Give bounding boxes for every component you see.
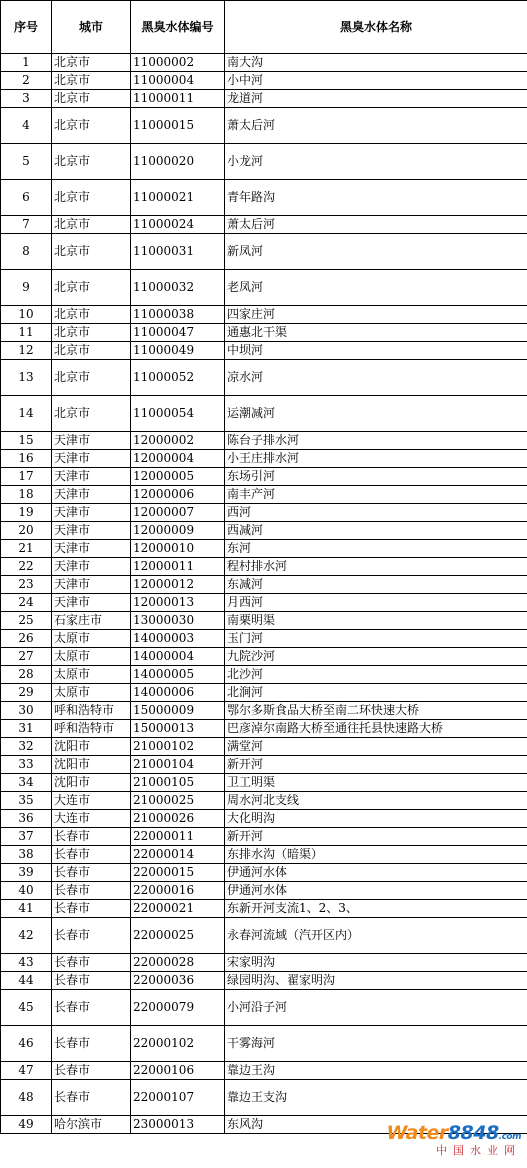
row-seq: 18	[1, 486, 52, 504]
row-seq: 28	[1, 666, 52, 684]
table-row	[1, 1026, 527, 1062]
row-code: 22000036	[131, 972, 225, 990]
table-row	[1, 54, 527, 72]
row-name: 新开河	[225, 828, 527, 846]
row-name: 西河	[225, 504, 527, 522]
row-seq: 35	[1, 792, 52, 810]
row-name: 满堂河	[225, 738, 527, 756]
row-name: 宋家明沟	[225, 954, 527, 972]
row-code: 23000013	[131, 1116, 225, 1134]
row-city: 天津市	[52, 540, 131, 558]
row-name: 干雾海河	[225, 1026, 527, 1062]
row-name: 萧太后河	[225, 108, 527, 144]
table-row	[1, 342, 527, 360]
table-row	[1, 540, 527, 558]
row-city: 天津市	[52, 450, 131, 468]
header-row	[1, 1, 527, 54]
row-name: 伊通河水体	[225, 864, 527, 882]
table-row	[1, 828, 527, 846]
row-code: 22000016	[131, 882, 225, 900]
row-name: 周水河北支线	[225, 792, 527, 810]
row-city: 长春市	[52, 1026, 131, 1062]
table-row	[1, 810, 527, 828]
table-row	[1, 216, 527, 234]
row-seq: 38	[1, 846, 52, 864]
row-city: 长春市	[52, 954, 131, 972]
table-row	[1, 594, 527, 612]
row-city: 北京市	[52, 108, 131, 144]
row-code: 14000005	[131, 666, 225, 684]
row-city: 沈阳市	[52, 774, 131, 792]
row-name: 小龙河	[225, 144, 527, 180]
row-city: 长春市	[52, 972, 131, 990]
table-row	[1, 846, 527, 864]
row-seq: 26	[1, 630, 52, 648]
row-name: 东风沟	[225, 1116, 527, 1134]
row-seq: 20	[1, 522, 52, 540]
table-row	[1, 522, 527, 540]
row-code: 15000013	[131, 720, 225, 738]
header-code: 黑臭水体编号	[131, 1, 225, 54]
row-code: 11000004	[131, 72, 225, 90]
table-row	[1, 1062, 527, 1080]
table-row	[1, 504, 527, 522]
row-name: 大化明沟	[225, 810, 527, 828]
row-code: 11000002	[131, 54, 225, 72]
row-name: 老凤河	[225, 270, 527, 306]
row-name: 南栗明渠	[225, 612, 527, 630]
row-name: 北涧河	[225, 684, 527, 702]
table-row	[1, 756, 527, 774]
row-city: 呼和浩特市	[52, 702, 131, 720]
row-code: 12000006	[131, 486, 225, 504]
table-row	[1, 648, 527, 666]
table-row	[1, 792, 527, 810]
row-name: 新凤河	[225, 234, 527, 270]
row-seq: 25	[1, 612, 52, 630]
row-city: 北京市	[52, 234, 131, 270]
row-city: 呼和浩特市	[52, 720, 131, 738]
row-code: 21000105	[131, 774, 225, 792]
row-name: 九院沙河	[225, 648, 527, 666]
row-code: 14000004	[131, 648, 225, 666]
table-row	[1, 144, 527, 180]
row-seq: 45	[1, 990, 52, 1026]
row-city: 长春市	[52, 900, 131, 918]
row-city: 北京市	[52, 90, 131, 108]
row-code: 11000024	[131, 216, 225, 234]
table-row	[1, 558, 527, 576]
row-name: 程村排水河	[225, 558, 527, 576]
table-row	[1, 738, 527, 756]
row-city: 北京市	[52, 396, 131, 432]
watermark-subtitle: 中国水业网	[436, 1144, 521, 1157]
row-city: 北京市	[52, 306, 131, 324]
row-code: 11000011	[131, 90, 225, 108]
table-row	[1, 396, 527, 432]
row-code: 11000054	[131, 396, 225, 432]
row-name: 小王庄排水河	[225, 450, 527, 468]
row-name: 小中河	[225, 72, 527, 90]
row-name: 巴彦淖尔南路大桥至通往托县快速路大桥	[225, 720, 527, 738]
row-seq: 15	[1, 432, 52, 450]
row-code: 22000028	[131, 954, 225, 972]
row-code: 22000021	[131, 900, 225, 918]
table-row	[1, 324, 527, 342]
row-name: 永春河流域（汽开区内）	[225, 918, 527, 954]
row-code: 12000002	[131, 432, 225, 450]
header-seq: 序号	[1, 1, 52, 54]
row-name: 通惠北干渠	[225, 324, 527, 342]
row-code: 12000010	[131, 540, 225, 558]
row-code: 11000032	[131, 270, 225, 306]
row-seq: 31	[1, 720, 52, 738]
table-row	[1, 864, 527, 882]
table-row	[1, 1080, 527, 1116]
row-code: 21000104	[131, 756, 225, 774]
row-seq: 5	[1, 144, 52, 180]
row-seq: 36	[1, 810, 52, 828]
row-code: 11000031	[131, 234, 225, 270]
row-seq: 46	[1, 1026, 52, 1062]
header-name: 黑臭水体名称	[225, 1, 527, 54]
row-city: 北京市	[52, 144, 131, 180]
table-row	[1, 630, 527, 648]
row-code: 21000025	[131, 792, 225, 810]
table-row	[1, 612, 527, 630]
row-name: 南大沟	[225, 54, 527, 72]
row-name: 萧太后河	[225, 216, 527, 234]
row-city: 北京市	[52, 360, 131, 396]
row-name: 东河	[225, 540, 527, 558]
row-seq: 6	[1, 180, 52, 216]
row-name: 绿园明沟、翟家明沟	[225, 972, 527, 990]
table-row	[1, 666, 527, 684]
row-seq: 29	[1, 684, 52, 702]
row-seq: 23	[1, 576, 52, 594]
row-seq: 44	[1, 972, 52, 990]
row-name: 东新开河支流1、2、3、	[225, 900, 527, 918]
row-city: 石家庄市	[52, 612, 131, 630]
row-seq: 9	[1, 270, 52, 306]
row-name: 凉水河	[225, 360, 527, 396]
table-row	[1, 720, 527, 738]
row-code: 21000102	[131, 738, 225, 756]
row-city: 天津市	[52, 468, 131, 486]
row-seq: 2	[1, 72, 52, 90]
row-city: 天津市	[52, 576, 131, 594]
row-name: 中坝河	[225, 342, 527, 360]
row-name: 龙道河	[225, 90, 527, 108]
row-name: 新开河	[225, 756, 527, 774]
row-name: 陈台子排水河	[225, 432, 527, 450]
row-seq: 4	[1, 108, 52, 144]
table-row	[1, 180, 527, 216]
row-code: 22000025	[131, 918, 225, 954]
row-city: 太原市	[52, 684, 131, 702]
row-name: 南丰产河	[225, 486, 527, 504]
row-code: 22000015	[131, 864, 225, 882]
table-body	[1, 54, 527, 1134]
table-row	[1, 900, 527, 918]
watermark-logo: Water8848.com	[386, 1122, 521, 1144]
row-seq: 7	[1, 216, 52, 234]
row-seq: 33	[1, 756, 52, 774]
table-row	[1, 954, 527, 972]
row-name: 鄂尔多斯食品大桥至南二环快速大桥	[225, 702, 527, 720]
table-row	[1, 774, 527, 792]
row-code: 14000006	[131, 684, 225, 702]
row-name: 青年路沟	[225, 180, 527, 216]
table-row	[1, 576, 527, 594]
row-seq: 1	[1, 54, 52, 72]
row-city: 北京市	[52, 216, 131, 234]
row-city: 天津市	[52, 432, 131, 450]
row-city: 长春市	[52, 846, 131, 864]
row-name: 伊通河水体	[225, 882, 527, 900]
row-code: 12000012	[131, 576, 225, 594]
row-code: 12000013	[131, 594, 225, 612]
row-city: 北京市	[52, 180, 131, 216]
row-seq: 27	[1, 648, 52, 666]
row-city: 长春市	[52, 918, 131, 954]
row-code: 11000047	[131, 324, 225, 342]
row-seq: 10	[1, 306, 52, 324]
row-code: 22000014	[131, 846, 225, 864]
row-seq: 41	[1, 900, 52, 918]
row-seq: 42	[1, 918, 52, 954]
row-seq: 8	[1, 234, 52, 270]
row-name: 运潮减河	[225, 396, 527, 432]
row-name: 东减河	[225, 576, 527, 594]
table-row	[1, 990, 527, 1026]
row-seq: 13	[1, 360, 52, 396]
row-seq: 48	[1, 1080, 52, 1116]
header-city: 城市	[52, 1, 131, 54]
row-code: 22000011	[131, 828, 225, 846]
table-row	[1, 432, 527, 450]
row-city: 北京市	[52, 342, 131, 360]
row-name: 东排水沟（暗渠）	[225, 846, 527, 864]
row-seq: 39	[1, 864, 52, 882]
row-code: 13000030	[131, 612, 225, 630]
row-city: 长春市	[52, 828, 131, 846]
row-seq: 17	[1, 468, 52, 486]
row-seq: 22	[1, 558, 52, 576]
table-row	[1, 684, 527, 702]
row-code: 11000021	[131, 180, 225, 216]
row-seq: 12	[1, 342, 52, 360]
row-city: 北京市	[52, 324, 131, 342]
table-row	[1, 486, 527, 504]
row-city: 长春市	[52, 990, 131, 1026]
table-row	[1, 234, 527, 270]
row-seq: 32	[1, 738, 52, 756]
row-seq: 24	[1, 594, 52, 612]
table-row	[1, 108, 527, 144]
row-code: 12000007	[131, 504, 225, 522]
row-name: 卫工明渠	[225, 774, 527, 792]
row-seq: 21	[1, 540, 52, 558]
row-seq: 14	[1, 396, 52, 432]
row-city: 北京市	[52, 54, 131, 72]
table-row	[1, 702, 527, 720]
row-city: 天津市	[52, 558, 131, 576]
row-city: 沈阳市	[52, 738, 131, 756]
table-row	[1, 90, 527, 108]
row-city: 太原市	[52, 666, 131, 684]
row-city: 大连市	[52, 792, 131, 810]
row-code: 22000079	[131, 990, 225, 1026]
row-name: 西减河	[225, 522, 527, 540]
row-code: 22000106	[131, 1062, 225, 1080]
table-row	[1, 972, 527, 990]
row-code: 11000052	[131, 360, 225, 396]
row-name: 北沙河	[225, 666, 527, 684]
row-seq: 19	[1, 504, 52, 522]
row-code: 21000026	[131, 810, 225, 828]
row-name: 靠边王沟	[225, 1062, 527, 1080]
row-city: 长春市	[52, 882, 131, 900]
table-row	[1, 468, 527, 486]
table-row	[1, 1116, 527, 1134]
row-seq: 3	[1, 90, 52, 108]
row-name: 东场引河	[225, 468, 527, 486]
row-city: 沈阳市	[52, 756, 131, 774]
row-city: 天津市	[52, 504, 131, 522]
table-row	[1, 360, 527, 396]
row-city: 长春市	[52, 1062, 131, 1080]
row-seq: 11	[1, 324, 52, 342]
row-seq: 37	[1, 828, 52, 846]
row-city: 大连市	[52, 810, 131, 828]
table-row	[1, 450, 527, 468]
row-city: 天津市	[52, 594, 131, 612]
row-code: 12000004	[131, 450, 225, 468]
row-seq: 34	[1, 774, 52, 792]
row-name: 月西河	[225, 594, 527, 612]
row-city: 太原市	[52, 648, 131, 666]
row-city: 哈尔滨市	[52, 1116, 131, 1134]
row-city: 北京市	[52, 72, 131, 90]
row-name: 四家庄河	[225, 306, 527, 324]
row-code: 11000020	[131, 144, 225, 180]
table-row	[1, 72, 527, 90]
row-code: 11000049	[131, 342, 225, 360]
row-code: 14000003	[131, 630, 225, 648]
row-city: 长春市	[52, 864, 131, 882]
row-code: 22000107	[131, 1080, 225, 1116]
row-name: 玉门河	[225, 630, 527, 648]
table-row	[1, 918, 527, 954]
row-seq: 16	[1, 450, 52, 468]
table-row	[1, 270, 527, 306]
row-code: 11000015	[131, 108, 225, 144]
row-code: 22000102	[131, 1026, 225, 1062]
row-code: 11000038	[131, 306, 225, 324]
row-city: 长春市	[52, 1080, 131, 1116]
row-seq: 30	[1, 702, 52, 720]
table-row	[1, 882, 527, 900]
row-city: 天津市	[52, 486, 131, 504]
row-city: 太原市	[52, 630, 131, 648]
row-city: 天津市	[52, 522, 131, 540]
row-code: 12000009	[131, 522, 225, 540]
table-row	[1, 306, 527, 324]
row-name: 靠边王支沟	[225, 1080, 527, 1116]
row-seq: 47	[1, 1062, 52, 1080]
row-seq: 43	[1, 954, 52, 972]
row-name: 小河沿子河	[225, 990, 527, 1026]
row-code: 12000005	[131, 468, 225, 486]
row-seq: 49	[1, 1116, 52, 1134]
row-code: 15000009	[131, 702, 225, 720]
row-code: 12000011	[131, 558, 225, 576]
row-city: 北京市	[52, 270, 131, 306]
row-seq: 40	[1, 882, 52, 900]
